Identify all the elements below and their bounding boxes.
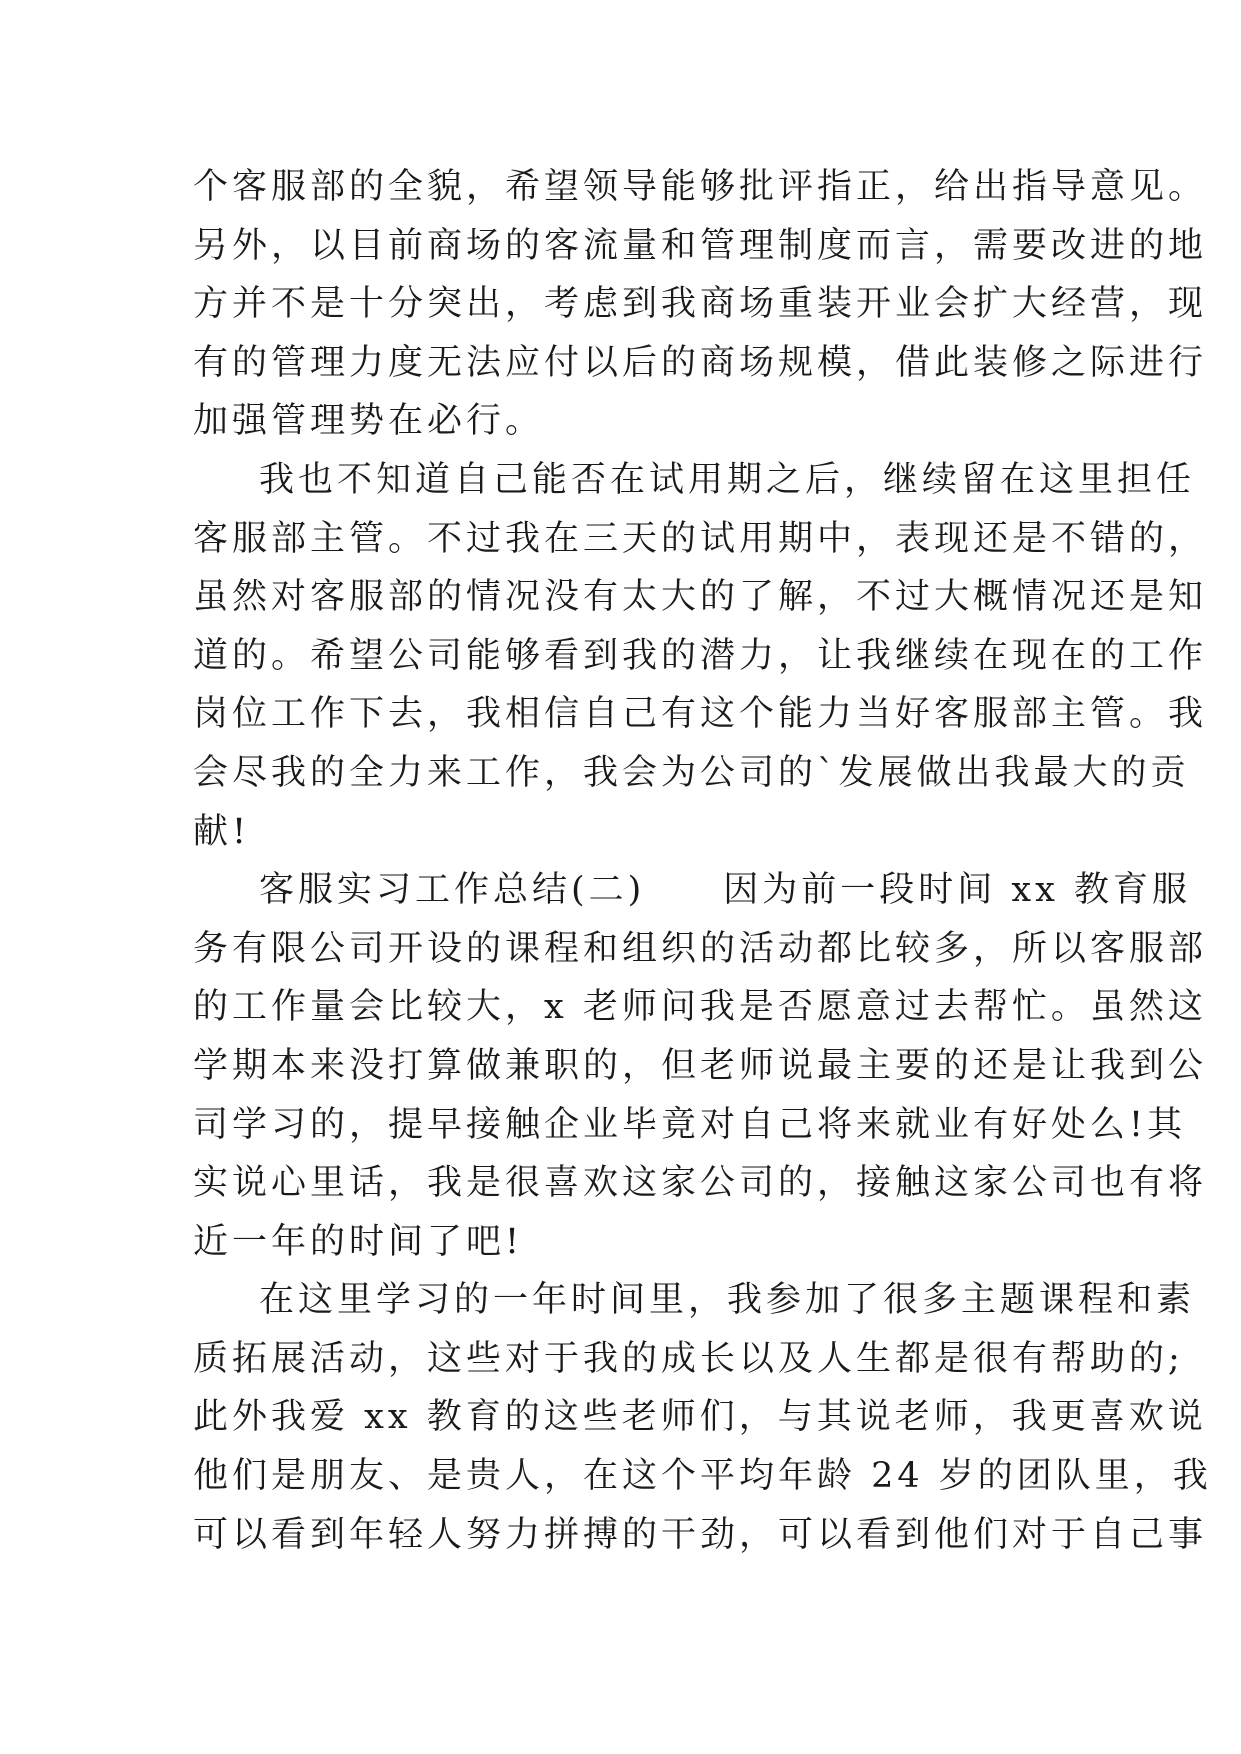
paragraph-first-line: 我也不知道自己能否在试用期之后，继续留在这里担任 — [259, 459, 1196, 500]
text-line: 的工作量会比较大，x 老师问我是否愿意过去帮忙。虽然这 — [193, 987, 1207, 1028]
text-line: 可以看到年轻人努力拼搏的干劲，可以看到他们对于自己事 — [193, 1514, 1208, 1555]
text-line: 质拓展活动，这些对于我的成长以及人生都是很有帮助的; — [193, 1338, 1184, 1379]
paragraph-first-line: 在这里学习的一年时间里，我参加了很多主题课程和素 — [259, 1280, 1196, 1321]
text-line: 个客服部的全貌，希望领导能够批评指正，给出指导意见。 — [193, 167, 1208, 207]
text-line: 另外，以目前商场的客流量和管理制度而言，需要改进的地 — [193, 225, 1208, 266]
text-line: 献! — [193, 811, 251, 852]
text-line: 虽然对客服部的情况没有太大的了解，不过大概情况还是知 — [193, 577, 1208, 618]
text-line: 此外我爱 xx 教育的这些老师们，与其说老师，我更喜欢说 — [193, 1397, 1207, 1438]
text-line: 方并不是十分突出，考虑到我商场重装开业会扩大经营，现 — [193, 284, 1208, 325]
text-line: 务有限公司开设的课程和组织的活动都比较多，所以客服部 — [193, 928, 1208, 969]
text-line: 实说心里话，我是很喜欢这家公司的，接触这家公司也有将 — [193, 1163, 1208, 1204]
text-line: 学期本来没打算做兼职的，但老师说最主要的还是让我到公 — [193, 1045, 1208, 1086]
text-line: 他们是朋友、是贵人，在这个平均年龄 24 岁的团队里，我 — [193, 1456, 1212, 1497]
body-text — [193, 158, 1212, 1564]
text-line: 岗位工作下去，我相信自己有这个能力当好客服部主管。我 — [193, 694, 1208, 735]
text-line: 近一年的时间了吧! — [193, 1221, 524, 1262]
text-line: 有的管理力度无法应付以后的商场规模，借此装修之际进行 — [193, 342, 1208, 383]
text-line: 会尽我的全力来工作，我会为公司的`发展做出我最大的贡 — [193, 752, 1190, 793]
section-heading-line: 客服实习工作总结(二) 因为前一段时间 xx 教育服 — [259, 870, 1192, 911]
text-line: 加强管理势在必行。 — [193, 401, 545, 442]
text-line: 客服部主管。不过我在三天的试用期中，表现还是不错的， — [193, 518, 1208, 559]
text-line: 司学习的，提早接触企业毕竟对自己将来就业有好处么!其 — [193, 1104, 1187, 1145]
text-line: 道的。希望公司能够看到我的潜力，让我继续在现在的工作 — [193, 635, 1208, 676]
